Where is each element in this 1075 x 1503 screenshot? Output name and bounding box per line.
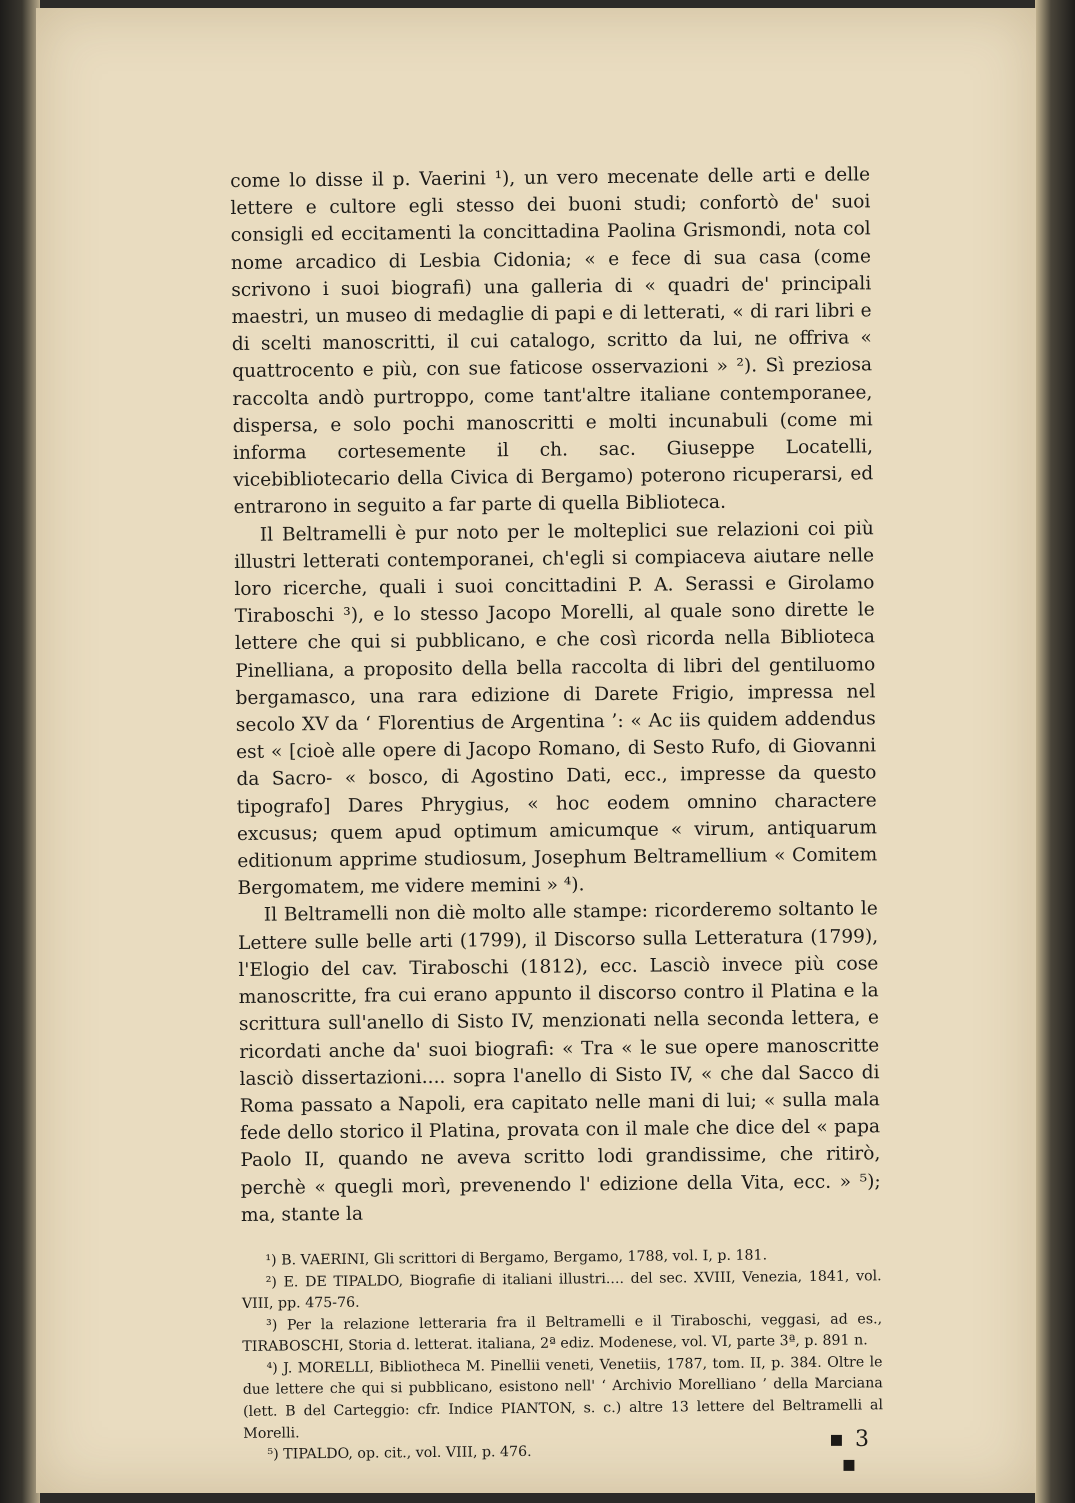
footnote-5: ⁵) TIPALDO, op. cit., vol. VIII, p. 476. [267, 1444, 532, 1463]
paragraph-3: Il Beltramelli non diè molto alle stampe: ricorderemo soltanto le Lettere sulle belle arti (1799), il Discorso sulla Letteratura (1799), l'Elogio del cav. Tiraboschi (1812), ecc. Lasciò invece più cose manoscritte, fra cui erano appunto il discorso contro il Platina e la scrittura sull'anello di Sisto IV, menzionati nella seconda lettera, e ricordati anche da' suoi biografi: « Tra « le sue opere manoscritte lasciò dissertazioni.... sopra l'anello di Sisto IV, « che dal Sacco di Roma passato a Napoli, era capitato nelle mani di lui; « sulla mala fede dello storico il Platina, provata con il male che dice del « papa Paolo II, quando ne aveva scritto lodi grandissime, che ritirò, perchè « quegli morì, prevenendo l' edizione della Vita, ecc. » ⁵); ma, stante la [238, 898, 881, 1226]
footnote-2: ²) E. DE TIPALDO, Biografie di italiani illustri.... del sec. XVIII, Venezia, 1841, vol. VIII, pp. 475-76. [241, 1267, 882, 1313]
footnote-3: ³) Per la relazione letteraria fra il Beltramelli e il Tiraboschi, veggasi, ad es., TIRABOSCHI, Storia d. letterat. italiana, 2ª ediz. Modenese, vol. VI, parte 3ª, p. 891 n. [242, 1310, 883, 1356]
paragraph-1: come lo disse il p. Vaerini ¹), un vero mecenate delle arti e delle lettere e cultore egli stesso dei buoni studi; confortò de' suoi consigli ed eccitamenti la concittadina Paolina Grismondi, nota col nome arcadico di Lesbia Cidonia; « e fece di sua casa (come scrivono i suoi biografi) una galleria di « quadri de' principali maestri, un museo di medaglie di papi e di letterati, « di rari libri e di scelti manoscritti, il cui catalogo, scritto da lui, ne offriva « quattrocento e più, con sue faticose osservazioni » ²). Sì preziosa raccolta andò purtroppo, come tant'altre italiane contemporanee, dispersa, e solo pochi manoscritti e molti incunabuli (come mi informa cortesemente il ch. sac. Giuseppe Locatelli, vicebibliotecario della Civica di Bergamo) poterono ricuperarsi, ed entrarono in seguito a far parte di quella Biblioteca. [230, 164, 874, 519]
book-edge-right [1035, 0, 1075, 1503]
paragraph-2: Il Beltramelli è pur noto per le molteplici sue relazioni coi più illustri letterati contemporanei, ch'egli si compiaceva aiutare nelle loro ricerche, quali i suoi concittadini P. A. Serassi e Girolamo Tiraboschi ³), e lo stesso Jacopo Morelli, al quale sono dirette le lettere che qui si pubblicano, e che così ricorda nella Biblioteca Pinelliana, a proposito della bella raccolta di libri del gentiluomo bergamasco, una rara edizione di Darete Frigio, impressa nel secolo XV da ‘ Florentius de Argentina ’: « Ac iis quidem addendus est « [cioè alle opere di Jacopo Romano, di Sesto Rufo, di Giovanni da Sacro- « bosco, di Agostino Dati, ecc., impresse da questo tipografo] Dares Phrygius, « hoc eodem omnino charactere excusus; quem apud optimum amicumque « virum, antiquarum editionum apprime studiosum, Josephum Beltramellium « Comitem Bergomatem, me videre memini » ⁴). [234, 517, 878, 900]
book-gutter-left [0, 0, 40, 1503]
footnotes [241, 1244, 883, 1467]
page-number: ▪ 3 ▪ [829, 1427, 871, 1477]
footnote-4: ⁴) J. MORELLI, Bibliotheca M. Pinellii veneti, Venetiis, 1787, tom. II, p. 384. Oltre le due lettere che qui si pubblicano, esistono nell' ‘ Archivio Morelliano ’ della Marciana (lett. B del Carteggio: cfr. Indice PIANTON, s. c.) altre 13 lettere del Beltramelli al Morelli. [242, 1354, 884, 1442]
footnote-1: ¹) B. VAERINI, Gli scrittori di Bergamo, Bergamo, 1788, vol. I, p. 181. [265, 1247, 768, 1269]
page-content [230, 161, 884, 1466]
body-text [230, 161, 881, 1229]
